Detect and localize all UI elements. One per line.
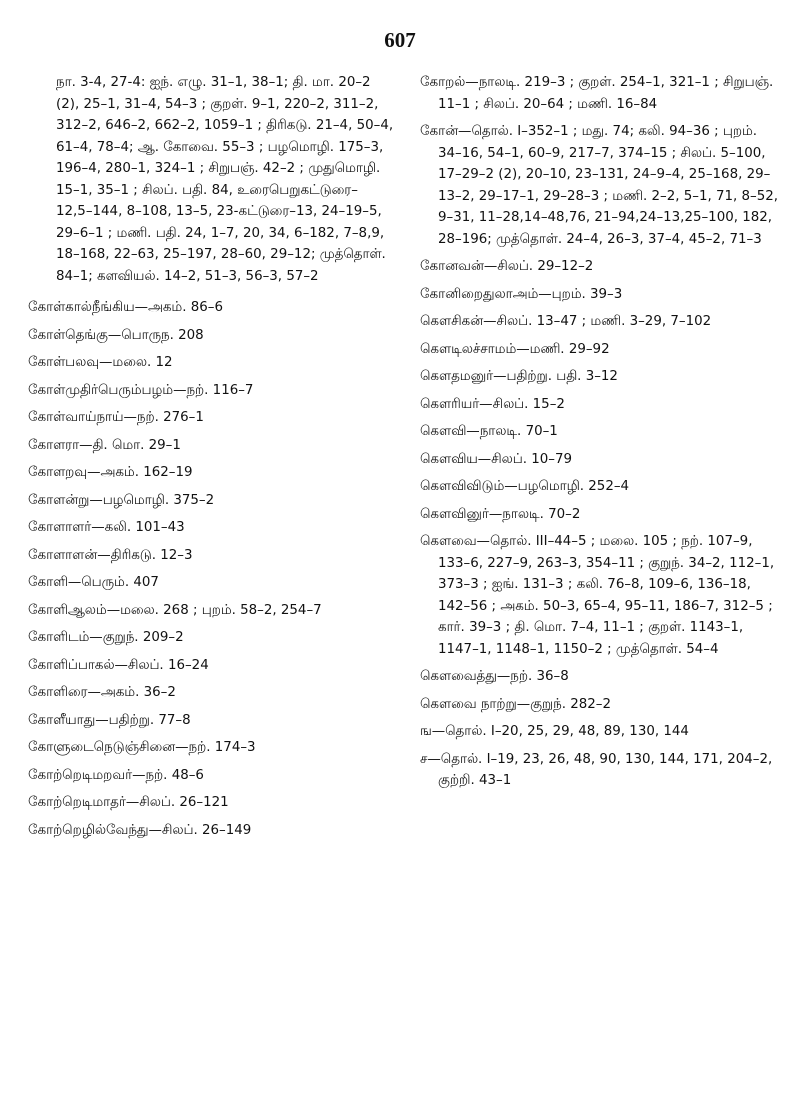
index-entry: கோள்பலவு—மலை. 12 [28, 355, 173, 370]
index-entry: கோனவன்—சிலப். 29–12–2 [420, 259, 594, 274]
index-entry: கோளிப்பாகல்—சிலப். 16–24 [28, 657, 209, 673]
index-entry: கோறல்—நாலடி. 219–3 ; குறள். 254–1, 321–1 ; சிறுபஞ். 11–1 ; சிலப். 20–64 ; மணி. 16–84 [420, 75, 774, 112]
index-entry: கோள்வாய்நாய்—நற். 276–1 [28, 410, 204, 425]
index-entry: கோளன்று—பழமொழி. 375–2 [28, 492, 215, 508]
index-entry: கோளீயாது—பதிற்று. 77–8 [28, 712, 191, 728]
index-entry: கோன்—தொல். I–352–1 ; மது. 74; கலி. 94–36 ; புறம். 34–16, 54–1, 60–9, 217–7, 374–15 ; சிலப். 5–100, 17–29–2 (2), 20–10, 23–131, 24–9–4, 25–168, 29–13–2, 29–17–1, 29–28–3 ; மணி. 2–2, 5–1, 71, 8–52, 9–31, 11–28,14–48,76, 21–94,24–13,25–100, 182, 28–196; முத்தொள். 24–4, 26–3, 37–4, 45–2, 71–3 [420, 124, 779, 247]
index-entry: கோற்றெடிமறவர்—நற். 48–6 [28, 767, 204, 783]
index-entry: கௌவை நாற்று—குறுந். 282–2 [420, 696, 611, 712]
index-entry: கோனிறைதுலாஅம்—புறம். 39–3 [420, 286, 623, 302]
index-entry: கோளாளர்—கலி. 101–43 [28, 520, 185, 535]
index-entry: கௌதமனுர்—பதிற்று. பதி. 3–12 [420, 369, 618, 384]
left-column [28, 72, 394, 847]
index-entry: கோளரா—தி. மொ. 29–1 [28, 437, 181, 453]
index-entry: கோள்முதிர்பெரும்பழம்—நற். 116–7 [28, 382, 254, 398]
index-entry: கௌவினுர்—நாலடி. 70–2 [420, 506, 581, 522]
index-entry: கௌவி—நாலடி. 70–1 [420, 424, 558, 439]
index-entry: கௌவிவிடும்—பழமொழி. 252–4 [420, 479, 630, 494]
page-number: 607 [384, 28, 416, 52]
index-entry: கோற்றெழில்வேந்து—சிலப். 26–149 [28, 822, 252, 838]
index-entry: கௌவிய—சிலப். 10–79 [420, 451, 573, 467]
index-entry: கோளிரை—அகம். 36–2 [28, 685, 176, 700]
index-entry: கோற்றெடிமாதர்—சிலப். 26–121 [28, 795, 229, 810]
index-entry: கோள்கால்நீங்கிய—அகம். 86–6 [28, 300, 223, 315]
index-entry: கோளுடைநெடுஞ்சினை—நற். 174–3 [28, 740, 256, 755]
index-entry: ங—தொல். I–20, 25, 29, 48, 89, 130, 144 [420, 724, 689, 739]
index-entry: கோளிஆலம்—மலை. 268 ; புறம். 58–2, 254–7 [28, 602, 322, 618]
index-entry: கோளறவு—அகம். 162–19 [28, 465, 193, 480]
right-column [420, 72, 780, 798]
index-entry: கௌசிகன்—சிலப். 13–47 ; மணி. 3–29, 7–102 [420, 314, 712, 329]
index-entry: கௌவை—தொல். III–44–5 ; மலை. 105 ; நற். 107–9, 133–6, 227–9, 263–3, 354–11 ; குறுந். 34–2, 112–1, 373–3 ; ஐங். 131–3 ; கலி. 76–8, 109–6, 136–18, 142–56 ; அகம். 50–3, 65–4, 95–11, 186–7, 312–5 ; கார். 39–3 ; தி. மொ. 7–4, 11–1 ; குறள். 1143–1, 1147–1, 1148–1, 1150–2 ; முத்தொள். 54–4 [420, 534, 775, 657]
index-entry: கோளி—பெரும். 407 [28, 575, 159, 590]
index-entry: கோளாளன்—திரிகடு. 12–3 [28, 547, 193, 563]
index-entry: ச—தொல். I–19, 23, 26, 48, 90, 130, 144, 171, 204–2, குற்றி. 43–1 [420, 751, 773, 788]
index-entry: கௌவைத்து—நற். 36–8 [420, 669, 569, 684]
index-entry-continued: நா. 3-4, 27-4: ஐந். எழு. 31–1, 38–1; தி. மா. 20–2 (2), 25–1, 31–4, 54–3 ; குறள். 9–1, 220–2, 311–2, 312–2, 646–2, 662–2, 1059–1 ; திரிகடு. 21–4, 50–4, 61–4, 78–4; ஆ. கோவை. 55–3 ; பழமொழி. 175–3, 196–4, 280–1, 324–1 ; சிறுபஞ். 42–2 ; முதுமொழி. 15–1, 35–1 ; சிலப். பதி. 84, உரைபெறுகட்டுரை–12,5–144, 8–108, 13–5, 23-கட்டுரை–13, 24–19–5, 29–6–1 ; மணி. பதி. 24, 1–7, 20, 34, 6–182, 7–8,9, 18–168, 22–63, 25–197, 28–60, 29–12; முத்தொள். 84–1; களவியல். 14–2, 51–3, 56–3, 57–2 [56, 75, 394, 284]
index-entry: கோள்தெங்கு—பொருந. 208 [28, 327, 204, 343]
index-entry: கௌடிலச்சாமம்—மணி. 29–92 [420, 341, 610, 357]
index-entry: கோளிடம்—குறுந். 209–2 [28, 630, 184, 645]
index-entry: கௌரியர்—சிலப். 15–2 [420, 396, 565, 412]
